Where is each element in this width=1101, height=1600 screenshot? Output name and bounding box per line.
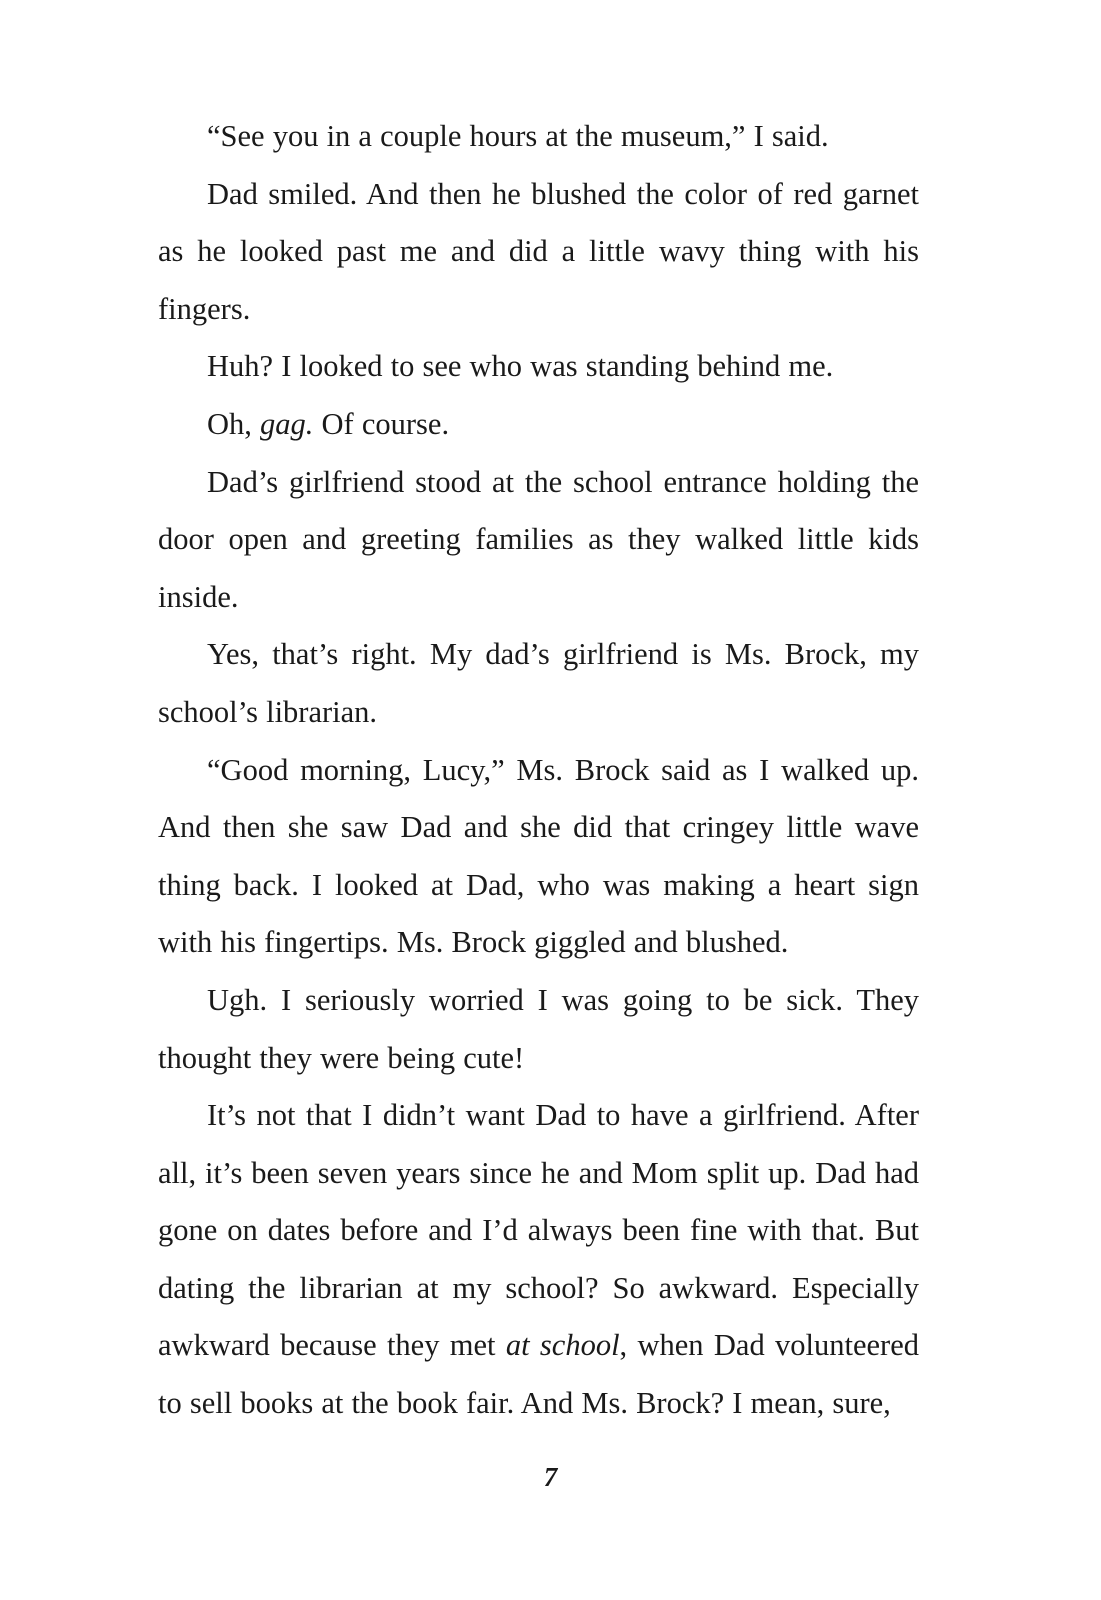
paragraph-3: Huh? I looked to see who was standing behind me. (207, 349, 834, 384)
paragraph-8: Ugh. I seriously worried I was going to be sick. They thought they were being cute! (158, 982, 919, 1075)
paragraph-9: It’s not that I didn’t want Dad to have a girlfriend. After all, it’s been seven years since he and Mom split up. Dad had gone on dates before and I’d always been fine with that. But dating the librarian at my school? So awkward. Especially awkward because they met at school, when Dad volunteered to sell books at the book fair. And Ms. Brock? I mean, sure, (158, 1098, 919, 1421)
paragraph-6: Yes, that’s right. My dad’s girlfriend is Ms. Brock, my school’s librarian. (158, 637, 919, 729)
page-body (158, 108, 919, 1433)
emphasis-gag: gag. (260, 406, 314, 441)
emphasis-at-school: at school (505, 1328, 620, 1363)
paragraph-5: Dad’s girlfriend stood at the school entrance holding the door open and greeting families as they walked little kids inside. (158, 464, 919, 614)
page-number: 7 (543, 1462, 558, 1492)
paragraph-2: Dad smiled. And then he blushed the color of red garnet as he looked past me and did a little wavy thing with his fingers. (158, 176, 919, 326)
paragraph-4: Oh, gag. Of course. (207, 406, 450, 441)
paragraph-7: “Good morning, Lucy,” Ms. Brock said as I walked up. And then she saw Dad and she did that cringey little wave thing back. I looked at Dad, who was making a heart sign with his fingertips. Ms. Brock giggled and blushed. (158, 752, 919, 960)
paragraph-1: “See you in a couple hours at the museum,” I said. (207, 119, 829, 153)
